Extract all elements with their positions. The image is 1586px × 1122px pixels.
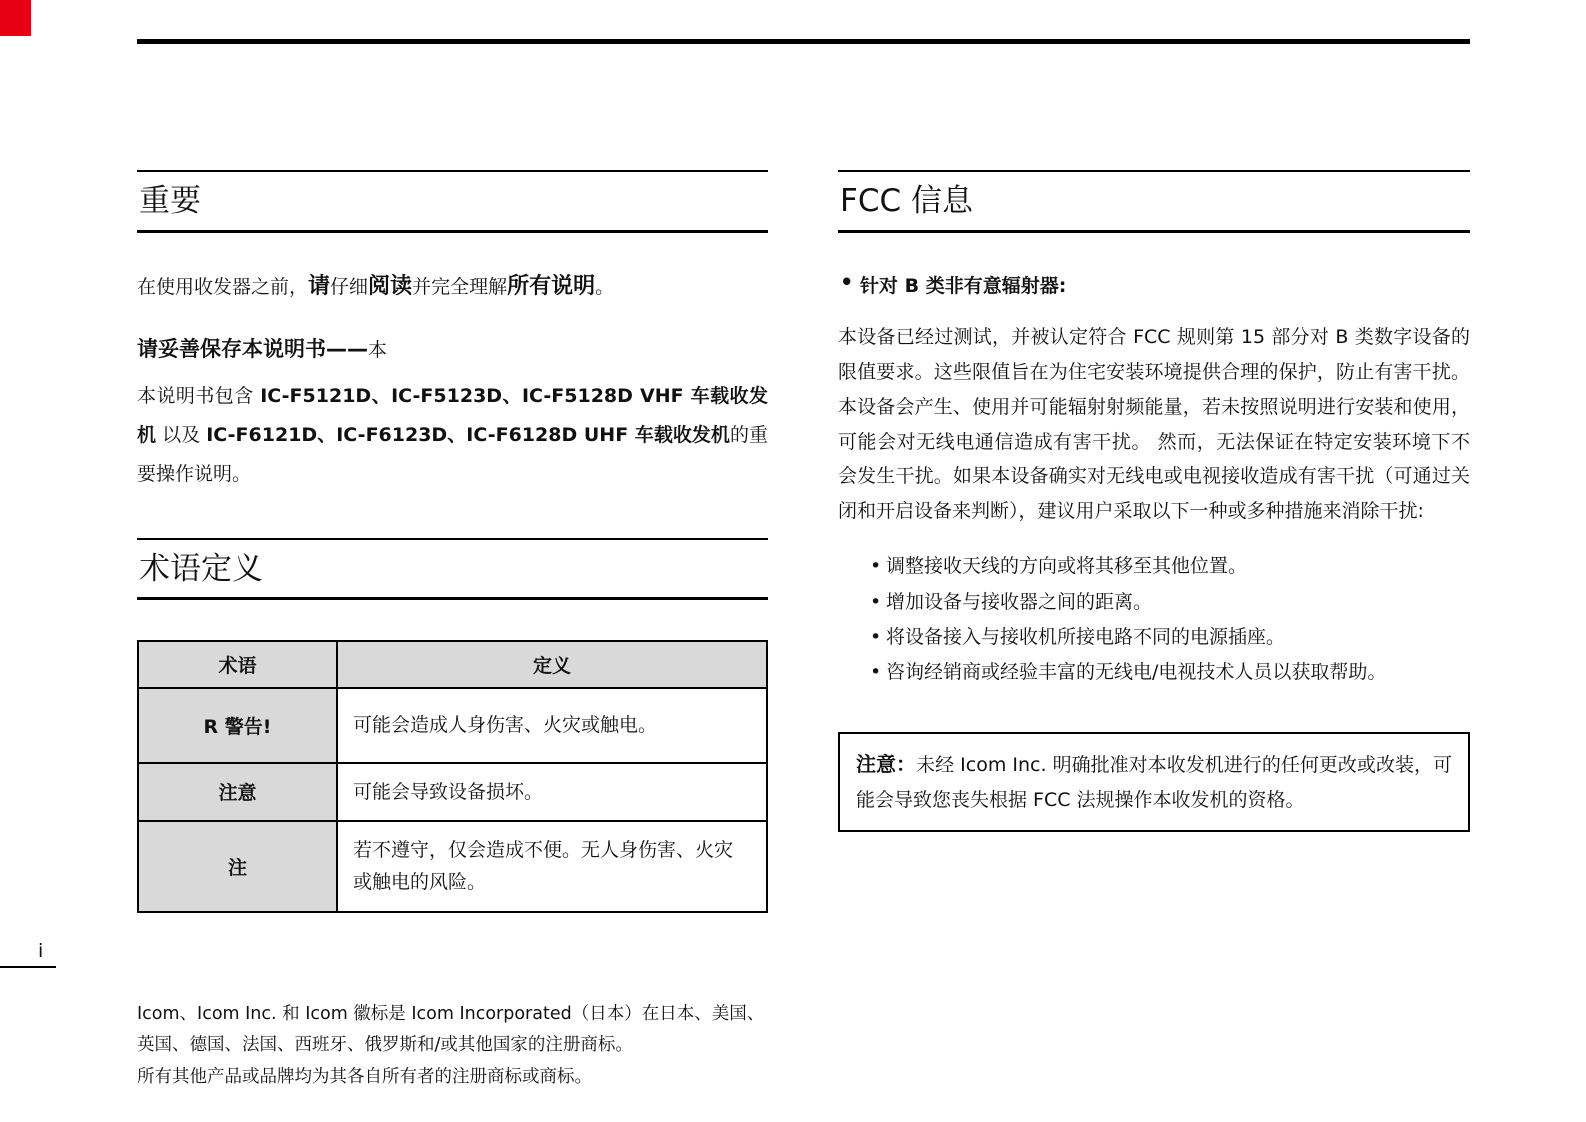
interference-measures-list	[838, 549, 1470, 690]
terms-table-header-row	[138, 641, 767, 688]
read-instructions-paragraph	[137, 269, 768, 305]
text-segment-bold: 请	[308, 273, 331, 299]
text-segment: 本	[368, 338, 388, 361]
page-number-rule	[0, 966, 56, 968]
text-segment: 的重要操作说明。	[137, 423, 768, 485]
table-row	[138, 763, 767, 821]
table-row	[138, 688, 767, 762]
text-segment: 在使用收发器之前，	[137, 275, 309, 298]
term-cell-note: 注	[138, 821, 337, 912]
terms-definition-section	[137, 538, 768, 913]
left-column	[137, 170, 768, 1093]
definition-cell: 可能会导致设备损坏。	[337, 763, 767, 821]
text-segment-bold: 阅读	[368, 273, 413, 299]
section-underline-rule	[137, 230, 768, 233]
trademark-line-1: Icom、Icom Inc. 和 Icom 徽标是 Icom Incorporated（日本）在日本、美国、英国、德国、法国、西班牙、俄罗斯和/或其他国家的注册商标。	[137, 1003, 765, 1056]
term-cell-caution: 注意	[138, 763, 337, 821]
table-row	[138, 821, 767, 912]
term-cell-warning: R 警告!	[138, 688, 337, 762]
caution-text: 未经 Icom Inc. 明确批准对本收发机进行的任何更改或改装，可能会导致您丧失根据 FCC 法规操作本收发机的资格。	[856, 753, 1452, 812]
models-paragraph	[137, 377, 768, 494]
list-item-text: 调整接收天线的方向或将其移至其他位置。	[886, 555, 1248, 578]
definition-cell: 可能会造成人身伤害、火灾或触电。	[337, 688, 767, 762]
save-manual-heading	[137, 333, 768, 363]
trademark-line-2: 所有其他产品或品牌均为其各自所有者的注册商标或商标。	[137, 1066, 592, 1087]
list-item-text: 咨询经销商或经验丰富的无线电/电视技术人员以获取帮助。	[886, 660, 1387, 683]
page-top-rule	[137, 39, 1470, 44]
caution-label: 注意：	[856, 751, 917, 776]
text-segment-bold: 请妥善保存本说明书——	[137, 336, 368, 361]
section-underline-rule	[137, 597, 768, 600]
text-segment: 本说明书包含	[137, 384, 261, 407]
trademark-notice	[137, 999, 768, 1094]
fcc-information-section	[838, 170, 1470, 832]
list-item-text: 增加设备与接收器之间的距离。	[886, 590, 1153, 613]
terms-table	[137, 640, 768, 912]
column-header-term: 术语	[138, 641, 337, 688]
text-segment-bold: 所有说明	[507, 273, 596, 299]
column-header-definition: 定义	[337, 641, 767, 688]
text-segment: 。	[595, 275, 615, 298]
class-b-heading-text: 针对 B 类非有意辐射器:	[860, 274, 1067, 297]
section-underline-rule	[838, 230, 1470, 233]
page-corner-red-marker	[0, 0, 31, 36]
fcc-caution-box	[838, 732, 1470, 832]
list-item	[870, 549, 1470, 584]
class-b-heading	[838, 271, 1470, 298]
list-item	[870, 585, 1470, 620]
list-item	[870, 655, 1470, 690]
fcc-section-title: FCC 信息	[840, 183, 973, 219]
important-section	[137, 170, 768, 494]
definition-cell: 若不遵守，仅会造成不便。无人身伤害、火灾或触电的风险。	[337, 821, 767, 912]
vhf-model-names: IC-F5121D、IC-F5123D、IC-F5128D VHF 车载收发机	[137, 384, 769, 446]
list-item-text: 将设备接入与接收机所接电路不同的电源插座。	[886, 625, 1286, 648]
right-column	[838, 170, 1470, 832]
page-number: i	[38, 940, 44, 962]
list-item	[870, 620, 1470, 655]
fcc-body-paragraph: 本设备已经过测试，并被认定符合 FCC 规则第 15 部分对 B 类数字设备的限值要求。这些限值旨在为住宅安装环境提供合理的保护，防止有害干扰。本设备会产生、使用并可能辐射射频能量，若未按照说明进行安装和使用，可能会对无线电通信造成有害干扰。 然而，无法保证在特定安装环境下不会发生干扰。如果本设备确实对无线电或电视接收造成有害干扰（可通过关闭和开启设备来判断），建议用户采取以下一种或多种措施来消除干扰:	[838, 325, 1470, 523]
text-segment: 仔细	[330, 275, 369, 298]
uhf-model-names: IC-F6121D、IC-F6123D、IC-F6128D UHF 车载收发机	[206, 423, 730, 446]
text-segment: 以及	[156, 423, 207, 446]
terms-section-title: 术语定义	[139, 550, 263, 587]
text-segment: 并完全理解	[412, 275, 508, 298]
important-section-title: 重要	[139, 183, 201, 219]
